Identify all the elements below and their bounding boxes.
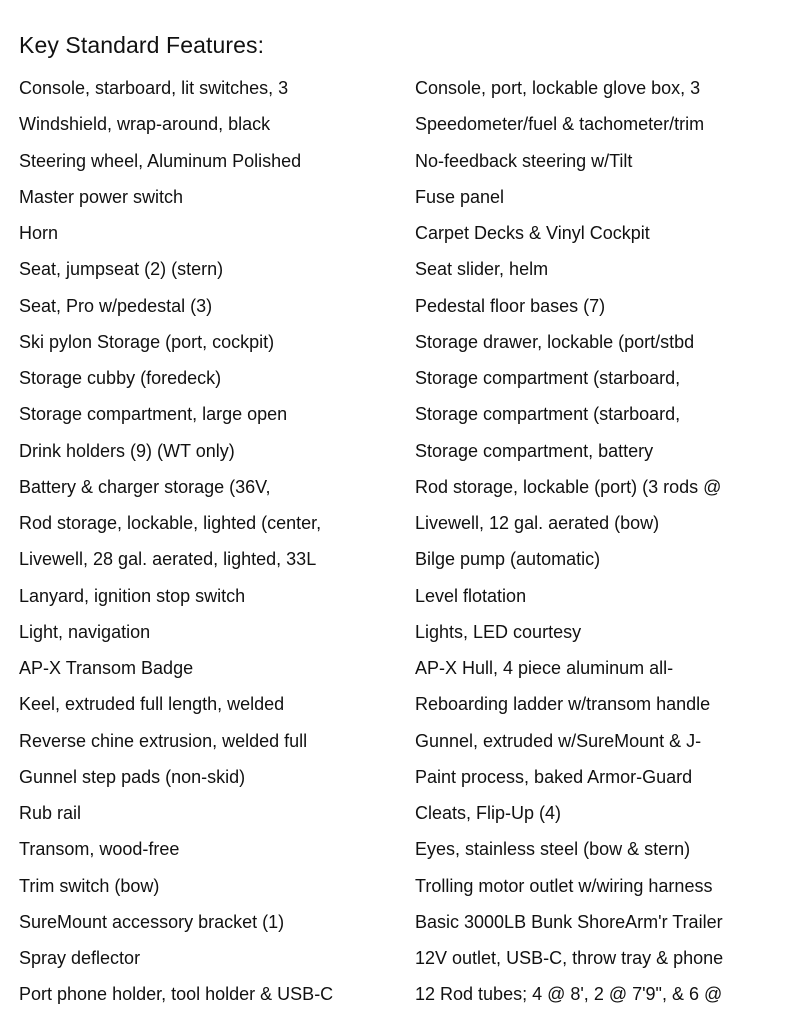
feature-item: Storage compartment, battery [415, 440, 654, 461]
feature-item: Bilge pump (automatic) [415, 549, 601, 570]
feature-item: Livewell, 28 gal. aerated, lighted, 33L [19, 549, 317, 570]
feature-item: Fuse panel [415, 186, 505, 207]
feature-item: Trim switch (bow) [19, 875, 160, 896]
feature-item: Seat, jumpseat (2) (stern) [19, 259, 224, 280]
feature-item: Transom, wood-free [19, 839, 180, 860]
feature-item: Level flotation [415, 585, 527, 606]
feature-item: Light, navigation [19, 621, 151, 642]
feature-item: Storage compartment (starboard, [415, 368, 681, 388]
feature-item: Storage drawer, lockable (port/stbd [415, 331, 695, 352]
feature-item: Drink holders (9) (WT only) [19, 440, 235, 461]
feature-item: Port phone holder, tool holder & USB-C [19, 984, 334, 1005]
feature-item: 12 Rod tubes; 4 @ 8', 2 @ 7'9", & 6 @ [415, 984, 723, 1005]
feature-item: Ski pylon Storage (port, cockpit) [19, 331, 275, 352]
feature-item: No-feedback steering w/Tilt [415, 150, 633, 171]
features-list-right [415, 70, 723, 1013]
feature-item: Livewell, 12 gal. aerated (bow) [415, 513, 660, 533]
feature-item: Trolling motor outlet w/wiring harness [415, 875, 713, 896]
feature-item: Gunnel, extruded w/SureMount & J- [415, 730, 702, 751]
feature-item: Reboarding ladder w/transom handle [415, 694, 711, 715]
feature-item: Lights, LED courtesy [415, 621, 582, 642]
feature-item: Gunnel step pads (non-skid) [19, 766, 246, 787]
feature-item: Battery & charger storage (36V, [19, 476, 271, 497]
feature-item: 12V outlet, USB-C, throw tray & phone [415, 948, 724, 968]
feature-item: Keel, extruded full length, welded [19, 694, 285, 715]
feature-item: Basic 3000LB Bunk ShoreArm'r Trailer [415, 911, 723, 932]
feature-item: Steering wheel, Aluminum Polished [19, 150, 302, 171]
feature-item: Horn [19, 223, 59, 243]
feature-item: Storage compartment (starboard, [415, 404, 681, 425]
feature-item: Storage compartment, large open [19, 404, 288, 425]
page-title: Key Standard Features: [19, 32, 265, 58]
feature-item: Rod storage, lockable (port) (3 rods @ [415, 476, 722, 497]
feature-item: Eyes, stainless steel (bow & stern) [415, 839, 691, 860]
feature-item: Rod storage, lockable, lighted (center, [19, 513, 322, 533]
feature-item: Seat slider, helm [415, 259, 549, 280]
feature-item: Spray deflector [19, 948, 141, 968]
features-list-left [19, 70, 333, 1013]
feature-item: AP-X Transom Badge [19, 658, 194, 678]
feature-item: Speedometer/fuel & tachometer/trim [415, 114, 705, 135]
feature-item: Windshield, wrap-around, black [19, 114, 271, 135]
feature-item: SureMount accessory bracket (1) [19, 911, 285, 932]
feature-item: Console, starboard, lit switches, 3 [19, 78, 289, 98]
feature-item: Paint process, baked Armor-Guard [415, 766, 693, 787]
feature-item: Pedestal floor bases (7) [415, 295, 606, 316]
feature-item: Console, port, lockable glove box, 3 [415, 78, 701, 98]
feature-item: Lanyard, ignition stop switch [19, 585, 246, 606]
feature-item: Master power switch [19, 186, 184, 207]
feature-item: Cleats, Flip-Up (4) [415, 803, 562, 823]
feature-item: Reverse chine extrusion, welded full [19, 730, 308, 751]
feature-item: Carpet Decks & Vinyl Cockpit [415, 223, 650, 243]
feature-item: AP-X Hull, 4 piece aluminum all- [415, 658, 674, 678]
feature-item: Seat, Pro w/pedestal (3) [19, 295, 213, 316]
feature-item: Storage cubby (foredeck) [19, 368, 222, 388]
feature-item: Rub rail [19, 803, 82, 823]
